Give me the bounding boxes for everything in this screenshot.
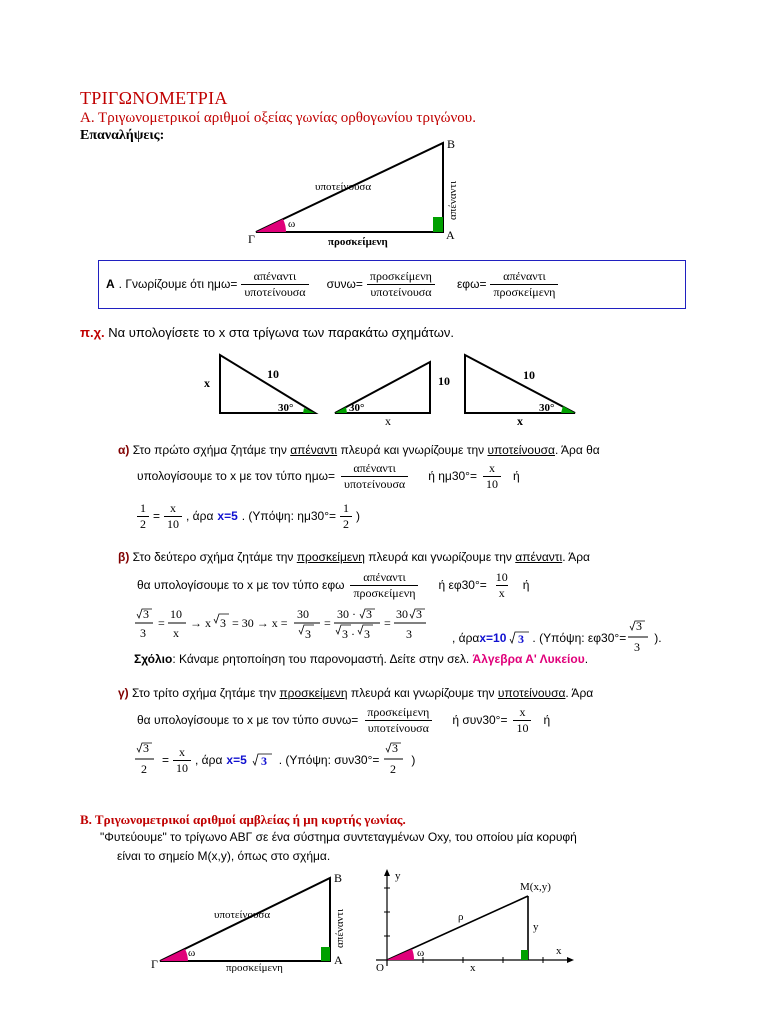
- section-b-line2: είναι το σημείο Μ(x,y), όπως στο σχήμα.: [117, 849, 331, 863]
- svg-text:ω: ω: [417, 947, 425, 959]
- def-a: Α: [106, 277, 115, 291]
- svg-text:y: y: [533, 921, 539, 933]
- svg-text:3: 3: [518, 632, 525, 646]
- svg-text:ρ: ρ: [458, 911, 464, 923]
- svg-text:10: 10: [438, 374, 450, 388]
- svg-text:3: 3: [140, 626, 146, 640]
- figure-b-coordinates: [370, 868, 580, 978]
- label-A: Α: [446, 228, 455, 242]
- definition-line: [106, 266, 558, 302]
- svg-text:x: x: [173, 626, 179, 640]
- svg-text:3: 3: [416, 607, 422, 621]
- svg-text:3: 3: [364, 627, 370, 641]
- label-opp: απέναντι: [447, 180, 459, 220]
- beta-result: , άρα x=10 3 . (Υπόψη: εφ30°= 3 3 ).: [452, 619, 662, 657]
- figure-b-triangle: [148, 868, 353, 973]
- svg-text:M(x,y): M(x,y): [520, 881, 551, 893]
- label-G: Γ: [248, 232, 255, 246]
- svg-text:2: 2: [390, 762, 397, 776]
- section-b-heading: Β. Τριγωνομετρικοί αριθμοί αμβλείας ή μη κυρτής γωνίας.: [80, 812, 406, 827]
- alpha-line2: υπολογίσουμε το x με τον τύπο ημω= $\frac{\text{απέναντι}}{\text{υποτείνουσα}}$ ή ημ30°= $\frac{x}{10}$ ή: [137, 460, 520, 491]
- gamma-line3: 3 2 = $\frac{x}{10}$ , άρα x=5 3 . (Υπόψη: συν30°= 3 2 ): [134, 740, 415, 780]
- svg-text:10: 10: [267, 367, 279, 381]
- gamma-line2: θα υπολογίσουμε το x με τον τύπο συνω= $\frac{\text{προσκείμενη}}{\text{υποτείνουσα}}$ ή συν30°= $\frac{x}{10}$ ή: [137, 704, 551, 735]
- svg-text:·: ·: [351, 627, 355, 641]
- svg-text:x: x: [385, 414, 391, 428]
- svg-text:→ x: → x: [190, 616, 211, 630]
- example-intro: π.χ. Να υπολογίσετε το x στα τρίγωνα των παρακάτω σχημάτων.: [80, 325, 454, 340]
- svg-text:30 ·: 30 ·: [337, 607, 356, 621]
- svg-text:x: x: [556, 945, 562, 957]
- example-triangles: [195, 345, 595, 430]
- svg-text:x: x: [517, 414, 523, 428]
- tan30-value: [626, 619, 654, 657]
- svg-text:y: y: [395, 870, 401, 882]
- svg-text:O: O: [376, 962, 384, 974]
- label-B: Β: [447, 137, 456, 151]
- svg-text:=: =: [384, 616, 391, 630]
- svg-text:3: 3: [634, 640, 641, 654]
- svg-text:=: =: [324, 616, 331, 630]
- svg-text:Β: Β: [334, 871, 343, 885]
- svg-text:3: 3: [143, 607, 149, 621]
- review-label: Επαναλήψεις:: [80, 128, 165, 143]
- svg-text:10: 10: [523, 368, 535, 382]
- svg-text:3: 3: [366, 607, 372, 621]
- svg-text:ω: ω: [188, 947, 196, 959]
- sqrt3-symbol: [508, 629, 532, 647]
- svg-text:30: 30: [396, 607, 408, 621]
- svg-text:30°: 30°: [539, 402, 555, 414]
- alpha-line3: $\frac{1}{2}$ = $\frac{x}{10}$ , άρα x=5 . (Υπόψη: ημ30°= $\frac{1}{2}$ ): [137, 496, 360, 536]
- svg-text:3: 3: [143, 741, 149, 755]
- svg-text:10: 10: [170, 607, 182, 621]
- tan-label: εφω=: [456, 277, 487, 291]
- sin-fraction: $\frac{\text{απέναντι}}{\text{υποτείνουσα}}$: [241, 269, 308, 300]
- def-intro: . Γνωρίζουμε ότι ημω=: [118, 277, 238, 291]
- tan-fraction: $\frac{\text{απέναντι}}{\text{προσκείμενη}}$: [490, 269, 558, 300]
- alpha-line1: α) Στο πρώτο σχήμα ζητάμε την απέναντι πλευρά και γνωρίζουμε την υποτείνουσα. Άρα θα: [118, 443, 600, 457]
- gamma-line1: γ) Στο τρίτο σχήμα ζητάμε την προσκείμενη πλευρά και γνωρίζουμε την υποτείνουσα. Άρα: [118, 686, 594, 700]
- page-title: ΤΡΙΓΩΝΟΜΕΤΡΙΑ: [80, 88, 228, 108]
- figure-right-triangle: [240, 135, 470, 250]
- svg-text:= 30 → x =: = 30 → x =: [232, 616, 288, 630]
- svg-text:=: =: [158, 616, 165, 630]
- svg-text:x: x: [470, 962, 476, 974]
- sqrt3-over-2: [134, 741, 158, 779]
- label-hyp: υποτείνουσα: [315, 181, 372, 193]
- svg-text:προσκείμενη: προσκείμενη: [226, 962, 283, 973]
- svg-text:30°: 30°: [349, 402, 365, 414]
- svg-text:3: 3: [260, 754, 267, 768]
- label-omega: ω: [288, 218, 296, 230]
- section-a-heading: Α. Τριγωνομετρικοί αριθμοί οξείας γωνίας ορθογωνίου τριγώνου.: [80, 110, 476, 126]
- svg-text:3: 3: [392, 741, 399, 755]
- svg-text:Γ: Γ: [151, 957, 158, 971]
- beta-line2: θα υπολογίσουμε το x με τον τύπο εφω $\frac{\text{απέναντι}}{\text{προσκείμενη}}$ ή εφ30°= $\frac{10}{x}$ ή: [137, 569, 530, 600]
- beta-comment: Σχόλιο: Κάναμε ρητοποίηση του παρονομαστή. Δείτε στην σελ. Άλγεβρα Α' Λυκείου.: [134, 652, 589, 666]
- beta-line1: β) Στο δεύτερο σχήμα ζητάμε την προσκείμενη πλευρά και γνωρίζουμε την απέναντι. Άρα: [118, 550, 590, 564]
- svg-text:υποτείνουσα: υποτείνουσα: [214, 909, 271, 921]
- svg-text:3: 3: [406, 627, 412, 641]
- cos-fraction: $\frac{\text{προσκείμενη}}{\text{υποτείνουσα}}$: [367, 269, 435, 300]
- svg-text:x: x: [204, 376, 210, 390]
- svg-text:3: 3: [305, 627, 311, 641]
- cos30-value: [383, 741, 407, 779]
- svg-text:απέναντι: απέναντι: [334, 908, 346, 948]
- label-adj: προσκείμενη: [328, 236, 388, 248]
- section-b-line1: "Φυτεύουμε" το τρίγωνο ΑΒΓ σε ένα σύστημα συντεταγμένων Oxy, του οποίου μία κορυφή: [100, 830, 577, 844]
- svg-text:3: 3: [636, 619, 643, 633]
- svg-text:30: 30: [297, 607, 309, 621]
- svg-text:30°: 30°: [278, 402, 294, 414]
- svg-text:2: 2: [141, 762, 147, 776]
- sqrt3-symbol: [251, 751, 275, 769]
- svg-text:Α: Α: [334, 953, 343, 967]
- svg-text:3: 3: [342, 627, 348, 641]
- cos-label: συνω=: [326, 277, 363, 291]
- svg-text:3: 3: [220, 616, 226, 630]
